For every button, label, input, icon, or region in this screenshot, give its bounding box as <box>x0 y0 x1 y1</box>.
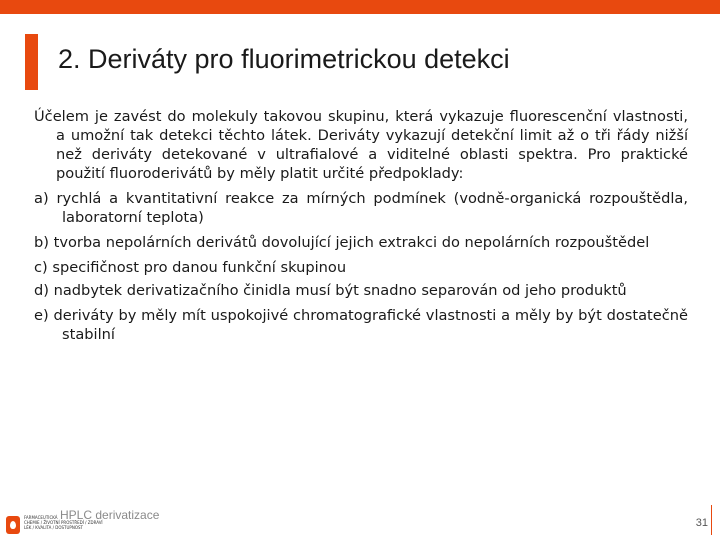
title-accent-bar <box>25 34 38 90</box>
slide-title: 2. Deriváty pro fluorimetrickou detekci <box>58 44 510 74</box>
logo-line: FARMACEUTICKÁ <box>24 515 58 520</box>
list-item-b: b) tvorba nepolárních derivátů dovolující jejich extrakci do nepolárních rozpouštědel <box>34 234 650 251</box>
slide-body <box>34 107 688 350</box>
logo-line: LÉK / KVALITA / DOSTUPNOST <box>24 525 83 530</box>
page-divider <box>711 505 712 535</box>
logo-icon <box>6 516 20 534</box>
page-number: 31 <box>695 517 708 529</box>
list-item-c: c) specifičnost pro danou funkční skupinou <box>34 259 347 276</box>
top-accent-bar <box>0 0 720 14</box>
list-item-e: e) deriváty by měly mít uspokojivé chromatografické vlastnosti a měly by být dostatečně stabilní <box>34 307 688 343</box>
logo-line: CHEMIE / ŽIVOTNÍ PROSTŘEDÍ / ZDRAVÍ <box>24 520 103 525</box>
list-item-a: a) rychlá a kvantitativní reakce za mírných podmínek (vodně-organická rozpouštědla, laboratorní teplota) <box>34 190 688 226</box>
intro-paragraph: Účelem je zavést do molekuly takovou skupinu, která vykazuje fluorescenční vlastnosti, a umožní tak detekci těchto látek. Deriváty vykazují detekční limit až o tři řády nižší než deriváty detekované v ultrafialové a viditelné oblasti spektra. Pro praktické použití fluoroderivátů by měly platit určité předpoklady: <box>34 108 688 182</box>
footer-label: HPLC derivatizace <box>60 508 160 522</box>
list-item-d: d) nadbytek derivatizačního činidla musí být snadno separován od jeho produktů <box>34 282 627 299</box>
